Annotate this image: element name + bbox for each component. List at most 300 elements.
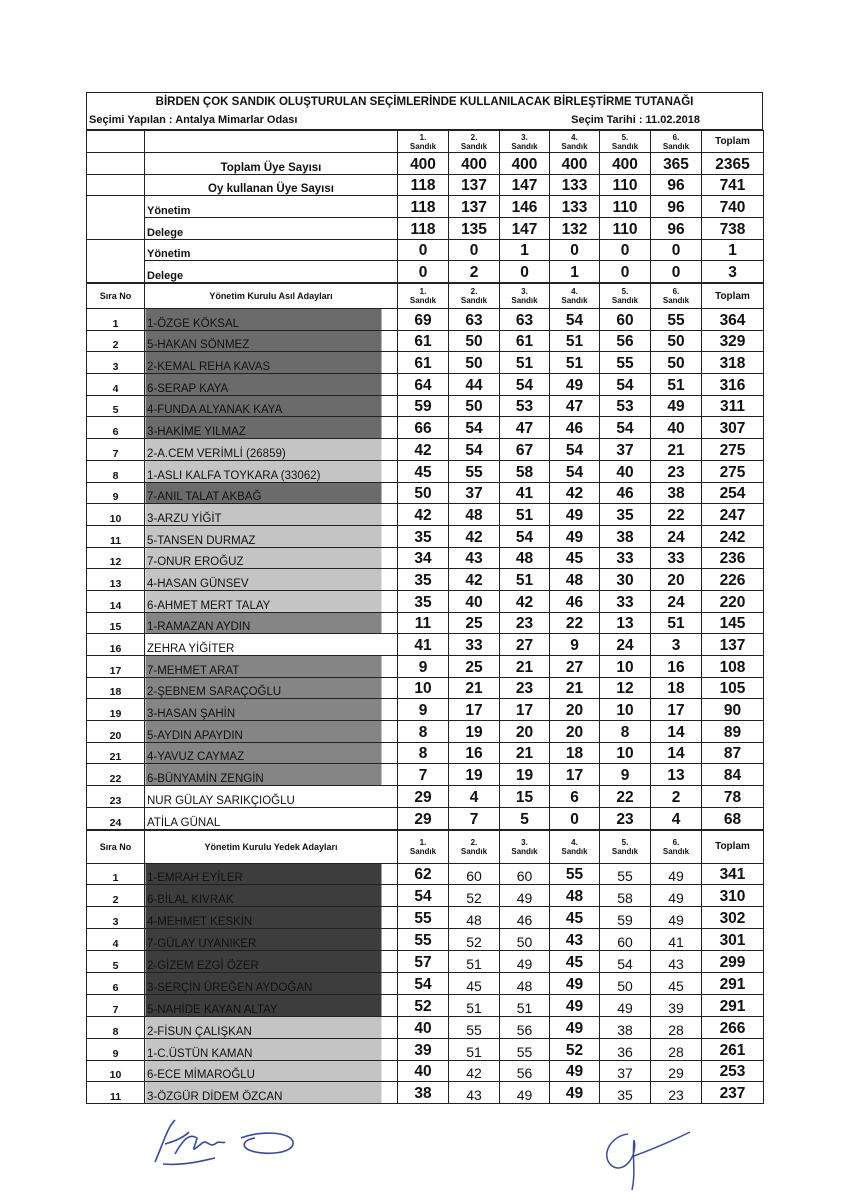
- vote-sandik-1: 7: [398, 764, 449, 786]
- vote-sandik-5: 9: [600, 764, 651, 786]
- row-number: 6: [87, 972, 145, 994]
- header-num: 5.: [621, 287, 629, 296]
- vote-sandik-3: 63: [500, 309, 550, 331]
- vote-sandik-3: 49: [500, 1082, 550, 1104]
- vote-sandik-6: 23: [651, 460, 702, 482]
- column-header-sandik-2: [449, 830, 500, 863]
- side-label: [87, 196, 145, 218]
- vote-sandik-3: 67: [500, 439, 550, 461]
- side-label: [87, 261, 145, 283]
- vote-sandik-6: 40: [651, 417, 702, 439]
- candidate-name: 4-HASAN GÜNSEV: [145, 569, 398, 591]
- vote-sandik-4: 54: [550, 309, 600, 331]
- vote-sandik-3: 47: [500, 417, 550, 439]
- vote-sandik-5: 33: [600, 547, 651, 569]
- vote-sandik-5: 54: [600, 374, 651, 396]
- vote-sandik-6: 49: [651, 395, 702, 417]
- value-sandik-6: 96: [651, 218, 702, 240]
- vote-sandik-5: 10: [600, 656, 651, 678]
- value-sandik-5: 0: [600, 240, 651, 261]
- vote-sandik-6: 14: [651, 742, 702, 764]
- candidate-row: [87, 863, 764, 885]
- row-number: 17: [87, 656, 145, 678]
- row-number: 5: [87, 395, 145, 417]
- vote-sandik-2: 19: [449, 721, 500, 743]
- vote-sandik-5: 50: [600, 972, 651, 994]
- vote-sandik-5: 13: [600, 612, 651, 634]
- candidate-total: 291: [702, 994, 764, 1016]
- candidate-name: 6-SERAP KAYA: [145, 374, 398, 396]
- candidate-row: [87, 569, 764, 591]
- vote-sandik-1: 40: [398, 1016, 449, 1038]
- candidate-row: [87, 417, 764, 439]
- row-number: 1: [87, 863, 145, 885]
- header-word: Sandık: [611, 141, 639, 151]
- candidate-name: ATİLA GÜNAL: [145, 807, 398, 829]
- vote-sandik-4: 21: [550, 677, 600, 699]
- candidate-row: [87, 525, 764, 547]
- candidate-row: [87, 699, 764, 721]
- vote-sandik-3: 58: [500, 460, 550, 482]
- vote-sandik-6: 3: [651, 634, 702, 656]
- vote-sandik-3: 56: [500, 1016, 550, 1038]
- vote-sandik-4: 20: [550, 721, 600, 743]
- candidate-row: [87, 677, 764, 699]
- value-sandik-4: 133: [550, 196, 600, 218]
- vote-sandik-5: 53: [600, 395, 651, 417]
- header-word: Sandık: [511, 141, 538, 151]
- vote-sandik-6: 28: [651, 1038, 702, 1060]
- candidate-total: 311: [702, 395, 764, 417]
- header-word: Sandık: [460, 846, 488, 856]
- header-word: Sandık: [511, 846, 538, 856]
- vote-sandik-2: 7: [449, 807, 500, 829]
- value-sandik-4: 133: [550, 175, 600, 196]
- row-number: 11: [87, 1082, 145, 1104]
- candidate-name: 5-TANSEN DURMAZ: [145, 525, 398, 547]
- candidate-row: [87, 634, 764, 656]
- vote-sandik-1: 61: [398, 330, 449, 352]
- row-label: Delege: [145, 218, 398, 240]
- summary-row-toplam_uye: [87, 153, 764, 175]
- candidate-row: [87, 972, 764, 994]
- vote-sandik-5: 35: [600, 1082, 651, 1104]
- vote-sandik-3: 41: [500, 482, 550, 504]
- candidate-row: [87, 951, 764, 973]
- vote-sandik-1: 52: [398, 994, 449, 1016]
- header-num: 4.: [571, 132, 578, 142]
- vote-sandik-1: 9: [398, 699, 449, 721]
- vote-sandik-1: 8: [398, 721, 449, 743]
- vote-sandik-5: 10: [600, 742, 651, 764]
- vote-sandik-1: 29: [398, 786, 449, 808]
- vote-sandik-4: 0: [550, 807, 600, 829]
- vote-sandik-2: 37: [449, 482, 500, 504]
- vote-sandik-2: 4: [449, 786, 500, 808]
- candidate-name: 1-EMRAH EYİLER: [145, 863, 398, 885]
- sira-no-header: Sıra No: [87, 830, 145, 863]
- vote-sandik-6: 55: [651, 309, 702, 331]
- candidate-name: 3-HASAN ŞAHİN: [145, 699, 398, 721]
- row-number: 10: [87, 1060, 145, 1082]
- candidate-row: [87, 590, 764, 612]
- signature-right: [590, 1126, 700, 1196]
- column-header-total: Toplam: [702, 830, 764, 863]
- vote-sandik-3: 49: [500, 885, 550, 907]
- header-word: Sandık: [561, 141, 588, 151]
- candidate-name: 4-YAVUZ CAYMAZ: [145, 742, 398, 764]
- vote-sandik-1: 42: [398, 504, 449, 526]
- value-sandik-1: 118: [398, 196, 449, 218]
- column-header-sandik-3: [500, 284, 550, 309]
- section-header: Yönetim Kurulu Yedek Adayları: [145, 830, 398, 863]
- candidate-total: 329: [702, 330, 764, 352]
- side-label: [87, 240, 145, 261]
- candidate-row: [87, 929, 764, 951]
- vote-sandik-4: 42: [550, 482, 600, 504]
- vote-sandik-6: 49: [651, 885, 702, 907]
- candidate-total: 261: [702, 1038, 764, 1060]
- vote-sandik-3: 23: [500, 612, 550, 634]
- candidate-name: 7-GÜLAY UYANIKER: [145, 929, 398, 951]
- vote-sandik-1: 34: [398, 547, 449, 569]
- value-sandik-1: 400: [398, 153, 449, 175]
- candidate-row: [87, 885, 764, 907]
- row-number: 24: [87, 807, 145, 829]
- header-word: Sandık: [460, 296, 488, 305]
- tally-sheet: [86, 92, 763, 1104]
- candidate-total: 247: [702, 504, 764, 526]
- row-number: 9: [87, 482, 145, 504]
- vote-sandik-3: 61: [500, 330, 550, 352]
- header-line: [86, 111, 763, 130]
- vote-sandik-4: 49: [550, 1060, 600, 1082]
- row-label: Oy kullanan Üye Sayısı: [145, 175, 398, 196]
- value-sandik-4: 400: [550, 153, 600, 175]
- vote-sandik-4: 52: [550, 1038, 600, 1060]
- candidate-total: 341: [702, 863, 764, 885]
- vote-sandik-5: 60: [600, 309, 651, 331]
- column-header-sandik-5: [600, 284, 651, 309]
- vote-sandik-4: 27: [550, 656, 600, 678]
- vote-sandik-6: 24: [651, 590, 702, 612]
- header-num: 1.: [419, 132, 427, 142]
- candidate-name: 6-AHMET MERT TALAY: [145, 590, 398, 612]
- header-word: Sandık: [611, 846, 639, 856]
- vote-sandik-3: 5: [500, 807, 550, 829]
- candidate-row: [87, 439, 764, 461]
- row-number: 3: [87, 907, 145, 929]
- header-num: 4.: [571, 837, 578, 847]
- vote-sandik-4: 20: [550, 699, 600, 721]
- candidate-total: 242: [702, 525, 764, 547]
- document-title: BİRDEN ÇOK SANDIK OLUŞTURULAN SEÇİMLERİNDE KULLANILACAK BİRLEŞTİRME TUTANAĞI: [86, 92, 763, 111]
- candidate-row: [87, 330, 764, 352]
- candidate-total: 145: [702, 612, 764, 634]
- column-header-sandik-6: [651, 830, 702, 863]
- candidate-total: 90: [702, 699, 764, 721]
- vote-sandik-5: 24: [600, 634, 651, 656]
- header-word: Sandık: [409, 846, 437, 856]
- column-header-sandik-3: [500, 131, 550, 153]
- candidate-name: 1-RAMAZAN AYDIN: [145, 612, 398, 634]
- header-num: 3.: [521, 837, 528, 847]
- candidate-row: [87, 482, 764, 504]
- vote-sandik-5: 38: [600, 1016, 651, 1038]
- column-header-sandik-1: [398, 284, 449, 309]
- row-total: 738: [702, 218, 764, 240]
- vote-sandik-4: 43: [550, 929, 600, 951]
- row-number: 8: [87, 1016, 145, 1038]
- header-num: 4.: [571, 287, 578, 296]
- header-word: Sandık: [662, 846, 690, 856]
- vote-sandik-6: 50: [651, 330, 702, 352]
- candidate-name: 1-C.ÜSTÜN KAMAN: [145, 1038, 398, 1060]
- candidate-total: 253: [702, 1060, 764, 1082]
- vote-sandik-4: 49: [550, 972, 600, 994]
- vote-sandik-6: 29: [651, 1060, 702, 1082]
- signature-left: [145, 1114, 305, 1174]
- value-sandik-6: 0: [651, 261, 702, 283]
- header-num: 6.: [672, 287, 680, 296]
- vote-sandik-3: 19: [500, 764, 550, 786]
- vote-sandik-1: 10: [398, 677, 449, 699]
- vote-sandik-5: 35: [600, 504, 651, 526]
- header-num: 1.: [419, 837, 427, 847]
- vote-sandik-5: 30: [600, 569, 651, 591]
- candidate-row: [87, 374, 764, 396]
- row-number: 1: [87, 309, 145, 331]
- row-number: 2: [87, 330, 145, 352]
- header-num: 2.: [470, 837, 478, 847]
- candidate-row: [87, 1016, 764, 1038]
- row-number: 9: [87, 1038, 145, 1060]
- vote-sandik-5: 54: [600, 951, 651, 973]
- vote-sandik-4: 49: [550, 994, 600, 1016]
- candidate-total: 108: [702, 656, 764, 678]
- vote-sandik-4: 18: [550, 742, 600, 764]
- vote-sandik-4: 49: [550, 504, 600, 526]
- vote-sandik-2: 25: [449, 656, 500, 678]
- side-label: [87, 218, 145, 240]
- vote-sandik-3: 46: [500, 907, 550, 929]
- vote-sandik-1: 39: [398, 1038, 449, 1060]
- election-date: Seçim Tarihi : 11.02.2018: [571, 114, 700, 126]
- vote-sandik-3: 27: [500, 634, 550, 656]
- vote-sandik-4: 46: [550, 417, 600, 439]
- vote-sandik-6: 38: [651, 482, 702, 504]
- vote-sandik-1: 11: [398, 612, 449, 634]
- vote-sandik-4: 47: [550, 395, 600, 417]
- candidate-total: 302: [702, 907, 764, 929]
- vote-sandik-2: 19: [449, 764, 500, 786]
- vote-sandik-4: 49: [550, 1082, 600, 1104]
- vote-sandik-3: 53: [500, 395, 550, 417]
- vote-sandik-6: 41: [651, 929, 702, 951]
- vote-sandik-4: 45: [550, 547, 600, 569]
- candidate-total: 236: [702, 547, 764, 569]
- candidate-name: 3-SERÇİN ÜREĞEN AYDOĞAN: [145, 972, 398, 994]
- side-blank: [87, 153, 145, 175]
- vote-sandik-1: 35: [398, 590, 449, 612]
- row-total: 2365: [702, 153, 764, 175]
- vote-sandik-4: 45: [550, 907, 600, 929]
- vote-sandik-2: 40: [449, 590, 500, 612]
- row-number: 18: [87, 677, 145, 699]
- value-sandik-2: 137: [449, 196, 500, 218]
- vote-sandik-1: 8: [398, 742, 449, 764]
- candidate-total: 307: [702, 417, 764, 439]
- candidate-name: 2-A.CEM VERİMLİ (26859): [145, 439, 398, 461]
- candidate-total: 78: [702, 786, 764, 808]
- row-number: 21: [87, 742, 145, 764]
- candidate-row: [87, 721, 764, 743]
- vote-sandik-2: 42: [449, 569, 500, 591]
- vote-sandik-2: 50: [449, 352, 500, 374]
- candidate-row: [87, 994, 764, 1016]
- vote-sandik-1: 69: [398, 309, 449, 331]
- vote-sandik-3: 21: [500, 656, 550, 678]
- vote-sandik-6: 43: [651, 951, 702, 973]
- vote-sandik-5: 59: [600, 907, 651, 929]
- vote-sandik-3: 51: [500, 352, 550, 374]
- vote-sandik-6: 51: [651, 612, 702, 634]
- vote-sandik-1: 66: [398, 417, 449, 439]
- column-header-sandik-2: [449, 131, 500, 153]
- row-number: 7: [87, 439, 145, 461]
- row-number: 12: [87, 547, 145, 569]
- candidate-total: 275: [702, 460, 764, 482]
- vote-sandik-5: 40: [600, 460, 651, 482]
- candidate-row: [87, 1082, 764, 1104]
- row-number: 11: [87, 525, 145, 547]
- vote-sandik-1: 59: [398, 395, 449, 417]
- vote-sandik-2: 52: [449, 929, 500, 951]
- vote-sandik-3: 55: [500, 1038, 550, 1060]
- value-sandik-5: 110: [600, 175, 651, 196]
- row-total: 741: [702, 175, 764, 196]
- column-header-row: [87, 131, 764, 153]
- vote-sandik-1: 35: [398, 525, 449, 547]
- vote-sandik-1: 62: [398, 863, 449, 885]
- value-sandik-1: 118: [398, 175, 449, 196]
- vote-sandik-1: 38: [398, 1082, 449, 1104]
- candidate-row: [87, 1038, 764, 1060]
- vote-sandik-5: 46: [600, 482, 651, 504]
- candidate-total: 68: [702, 807, 764, 829]
- column-header-sandik-3: [500, 830, 550, 863]
- vote-sandik-6: 51: [651, 374, 702, 396]
- candidate-name: 2-ŞEBNEM SARAÇOĞLU: [145, 677, 398, 699]
- vote-sandik-2: 43: [449, 547, 500, 569]
- vote-sandik-5: 12: [600, 677, 651, 699]
- corner-blank: [87, 131, 145, 153]
- column-header-sandik-4: [550, 284, 600, 309]
- vote-sandik-4: 6: [550, 786, 600, 808]
- row-number: 22: [87, 764, 145, 786]
- vote-sandik-2: 51: [449, 951, 500, 973]
- vote-sandik-3: 23: [500, 677, 550, 699]
- header-word: Sandık: [409, 296, 437, 305]
- candidate-row: [87, 460, 764, 482]
- column-header-sandik-2: [449, 284, 500, 309]
- value-sandik-1: 118: [398, 218, 449, 240]
- vote-sandik-3: 21: [500, 742, 550, 764]
- candidate-row: [87, 786, 764, 808]
- candidate-total: 364: [702, 309, 764, 331]
- vote-sandik-5: 54: [600, 417, 651, 439]
- vote-sandik-1: 35: [398, 569, 449, 591]
- value-sandik-4: 1: [550, 261, 600, 283]
- vote-sandik-2: 54: [449, 439, 500, 461]
- candidate-name: 1-ASLI KALFA TOYKARA (33062): [145, 460, 398, 482]
- sira-no-header: Sıra No: [87, 284, 145, 309]
- row-label: Toplam Üye Sayısı: [145, 153, 398, 175]
- vote-sandik-2: 17: [449, 699, 500, 721]
- candidate-name: 2-KEMAL REHA KAVAS: [145, 352, 398, 374]
- summary-row-oy_kullanan: [87, 175, 764, 196]
- candidate-total: 316: [702, 374, 764, 396]
- value-sandik-3: 146: [500, 196, 550, 218]
- vote-sandik-2: 51: [449, 994, 500, 1016]
- vote-sandik-3: 20: [500, 721, 550, 743]
- candidate-total: 301: [702, 929, 764, 951]
- vote-sandik-2: 52: [449, 885, 500, 907]
- vote-sandik-5: 23: [600, 807, 651, 829]
- vote-sandik-3: 49: [500, 951, 550, 973]
- vote-sandik-3: 51: [500, 994, 550, 1016]
- vote-sandik-4: 54: [550, 460, 600, 482]
- candidate-row: [87, 612, 764, 634]
- vote-sandik-6: 45: [651, 972, 702, 994]
- vote-sandik-2: 33: [449, 634, 500, 656]
- header-word: Sandık: [662, 296, 690, 305]
- vote-sandik-5: 38: [600, 525, 651, 547]
- column-header-sandik-6: [651, 284, 702, 309]
- vote-sandik-6: 28: [651, 1016, 702, 1038]
- row-number: 23: [87, 786, 145, 808]
- candidate-row: [87, 504, 764, 526]
- header-num: 3.: [521, 132, 528, 142]
- candidate-row: [87, 807, 764, 829]
- vote-sandik-2: 48: [449, 907, 500, 929]
- candidate-name: NUR GÜLAY SARIKÇIOĞLU: [145, 786, 398, 808]
- value-sandik-5: 110: [600, 196, 651, 218]
- row-number: 4: [87, 929, 145, 951]
- vote-sandik-4: 51: [550, 352, 600, 374]
- vote-sandik-6: 49: [651, 907, 702, 929]
- value-sandik-5: 0: [600, 261, 651, 283]
- vote-sandik-2: 42: [449, 1060, 500, 1082]
- vote-sandik-4: 48: [550, 885, 600, 907]
- vote-sandik-2: 21: [449, 677, 500, 699]
- vote-sandik-6: 24: [651, 525, 702, 547]
- candidate-row: [87, 547, 764, 569]
- candidate-row: [87, 395, 764, 417]
- vote-sandik-5: 37: [600, 1060, 651, 1082]
- candidate-total: 137: [702, 634, 764, 656]
- label-blank: [145, 131, 398, 153]
- vote-sandik-5: 36: [600, 1038, 651, 1060]
- vote-sandik-6: 14: [651, 721, 702, 743]
- vote-sandik-5: 22: [600, 786, 651, 808]
- column-header-sandik-1: [398, 830, 449, 863]
- vote-sandik-2: 51: [449, 1038, 500, 1060]
- column-header-sandik-5: [600, 830, 651, 863]
- candidate-row: [87, 352, 764, 374]
- vote-sandik-4: 46: [550, 590, 600, 612]
- header-num: 6.: [672, 132, 680, 142]
